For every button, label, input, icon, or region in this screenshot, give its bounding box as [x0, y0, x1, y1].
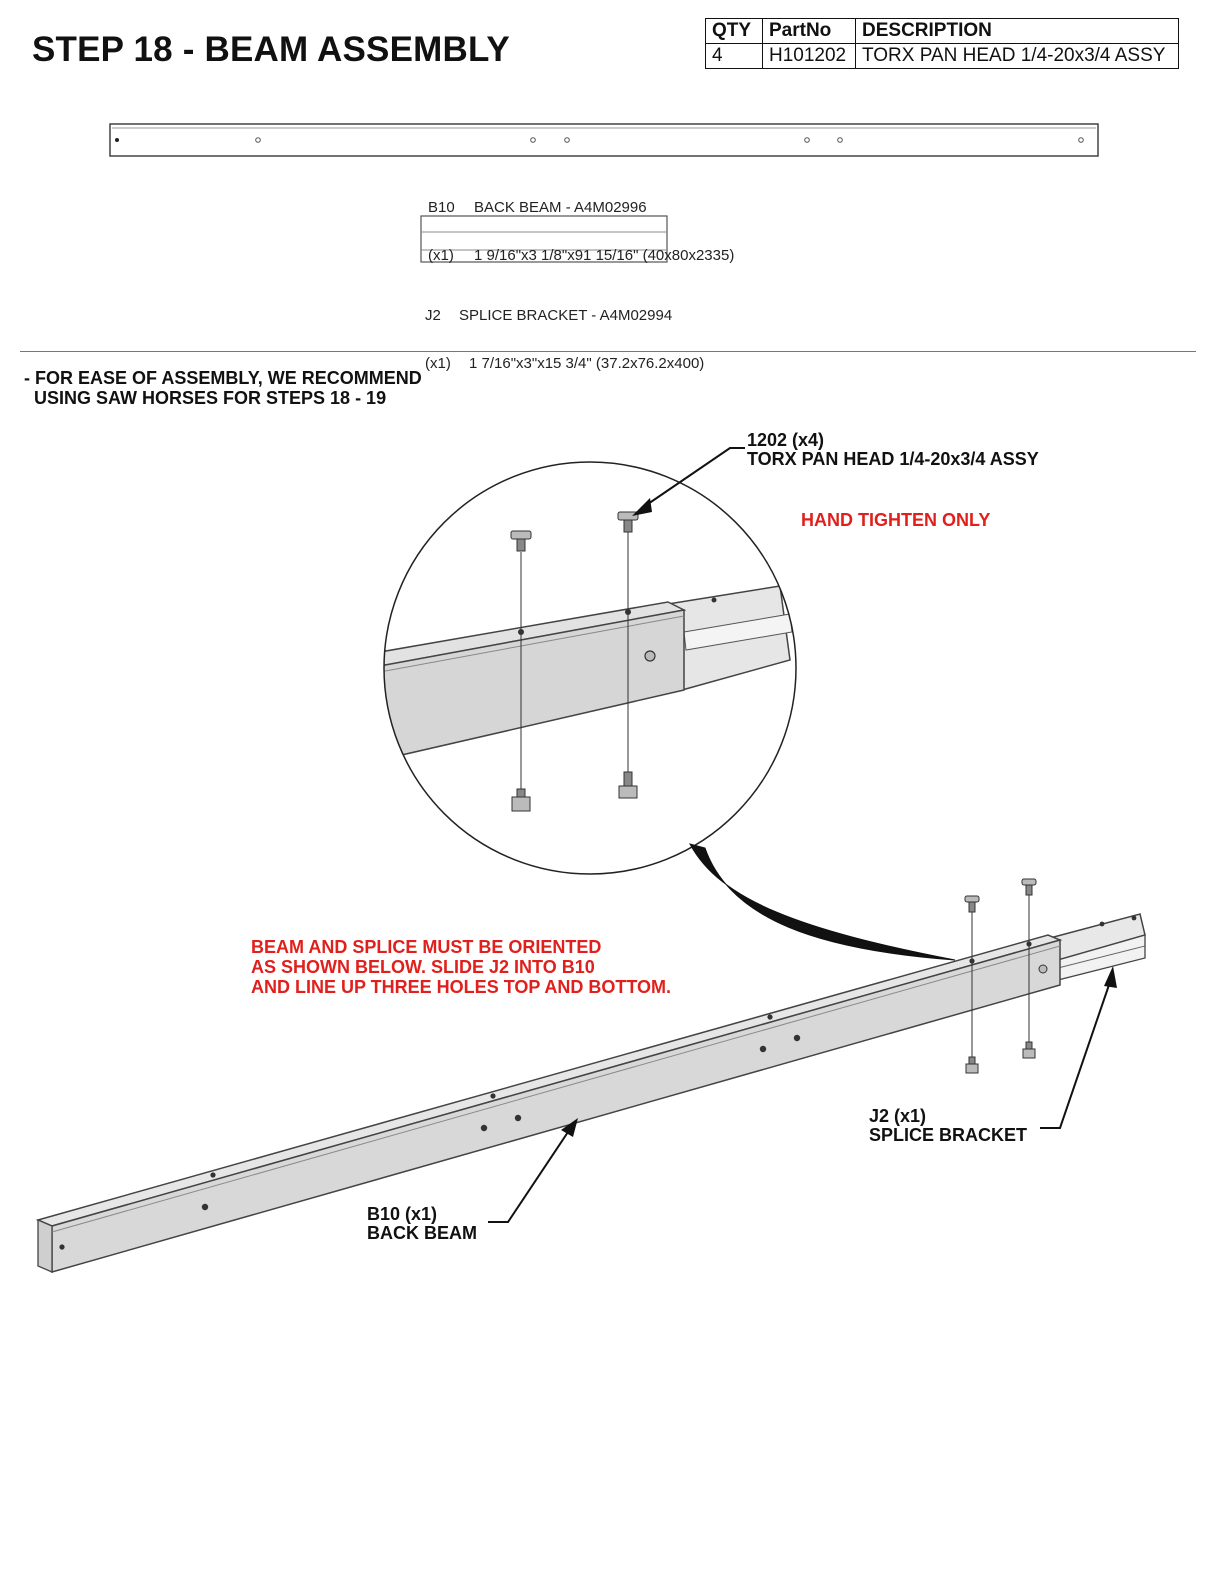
j2-callout-name: SPLICE BRACKET — [869, 1125, 1028, 1145]
b10-code: B10 — [428, 199, 455, 216]
orientation-line-3: AND LINE UP THREE HOLES TOP AND BOTTOM. — [251, 977, 672, 997]
j2-leader-arrow — [1040, 966, 1117, 1128]
orientation-line-1: BEAM AND SPLICE MUST BE ORIENTED — [251, 937, 602, 957]
cell-description: TORX PAN HEAD 1/4-20x3/4 ASSY — [856, 44, 1179, 69]
detail-connector — [690, 844, 955, 960]
hand-tighten-warning: HAND TIGHTEN ONLY — [801, 510, 991, 530]
back-beam-caption — [428, 168, 734, 280]
cell-qty: 4 — [706, 44, 763, 69]
note-line-1: - FOR EASE OF ASSEMBLY, WE RECOMMEND — [24, 368, 422, 388]
orientation-line-2: AS SHOWN BELOW. SLIDE J2 INTO B10 — [251, 957, 595, 977]
section-divider — [20, 351, 1196, 352]
detail-magnifier — [380, 462, 796, 874]
j2-dims: 1 7/16"x3"x15 3/4" (37.2x76.2x400) — [469, 355, 705, 372]
orientation-warning — [251, 937, 671, 997]
saw-horse-note — [24, 368, 422, 408]
j2-callout-qty: J2 (x1) — [869, 1106, 927, 1126]
page-title: STEP 18 - BEAM ASSEMBLY — [32, 30, 510, 69]
screw-callout-qty: 1202 (x4) — [747, 430, 825, 450]
j2-code: J2 — [425, 307, 441, 324]
note-line-2: USING SAW HORSES FOR STEPS 18 - 19 — [34, 388, 387, 408]
header-qty: QTY — [706, 19, 763, 44]
b10-qty: (x1) — [428, 247, 454, 264]
b10-dims: 1 9/16"x3 1/8"x91 15/16" (40x80x2335) — [474, 247, 735, 264]
cell-partno: H101202 — [763, 44, 856, 69]
screw-callout — [747, 431, 1039, 469]
j2-name: SPLICE BRACKET - A4M02994 — [459, 307, 673, 324]
splice-bracket-caption — [425, 276, 704, 388]
screw-leader-arrow — [632, 448, 745, 516]
screw-callout-desc: TORX PAN HEAD 1/4-20x3/4 ASSY — [747, 449, 1039, 469]
b10-callout-qty: B10 (x1) — [367, 1204, 438, 1224]
back-beam-part-drawing — [110, 124, 1098, 156]
b10-callout-name: BACK BEAM — [367, 1223, 477, 1243]
j2-qty: (x1) — [425, 355, 451, 372]
header-partno: PartNo — [763, 19, 856, 44]
header-description: DESCRIPTION — [856, 19, 1179, 44]
b10-name: BACK BEAM - A4M02996 — [474, 199, 647, 216]
b10-callout — [367, 1205, 477, 1243]
j2-callout — [869, 1107, 1027, 1145]
